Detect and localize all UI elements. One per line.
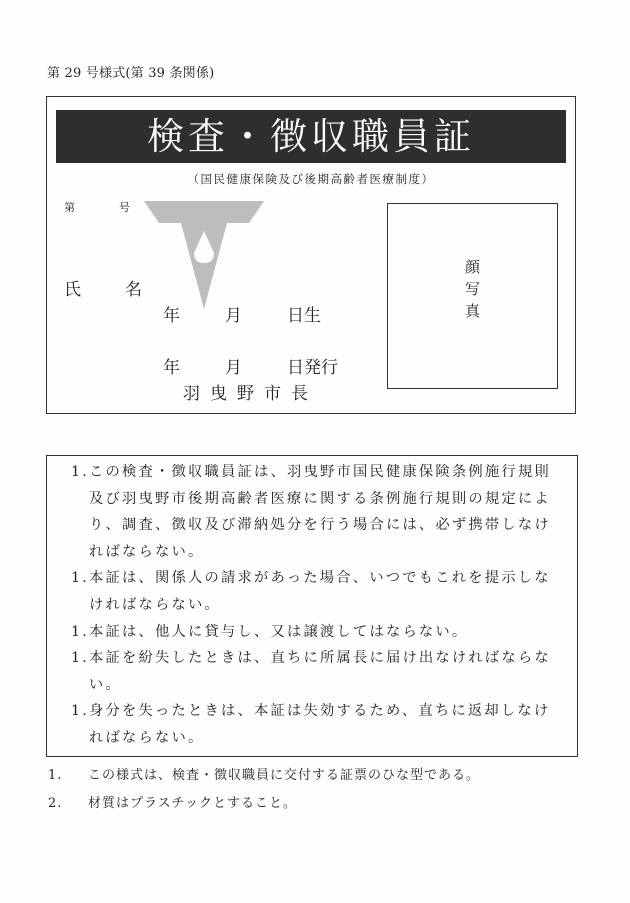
name-label-2: 名 [125, 280, 142, 300]
rule-item [71, 698, 561, 751]
rule-text: 本証を紛失したときは、直ちに所属長に届け出なければならない。 [89, 650, 551, 693]
rule-number: 1. [71, 703, 90, 720]
issue-month: 月 [225, 358, 242, 378]
id-card-front [46, 96, 576, 414]
rules-list [71, 459, 561, 752]
city-emblem-icon [139, 201, 269, 321]
photo-label-1: 顔 [464, 258, 480, 276]
note-text: 材質はプラスチックとすること。 [88, 795, 297, 811]
rule-number: 1. [71, 650, 90, 667]
rule-item [71, 565, 561, 618]
card-title: 検査・徴収職員証 [56, 110, 566, 163]
birth-day: 日生 [287, 306, 321, 326]
photo-label [388, 256, 557, 322]
issue-day: 日発行 [287, 358, 338, 378]
note-text: この様式は、検査・徴収職員に交付する証票のひな型である。 [88, 768, 481, 783]
id-card-back [46, 455, 578, 757]
rule-text: 本証は、関係人の請求があった場合、いつでもこれを提示しなければならない。 [89, 570, 551, 613]
form-label: 第 29 号様式(第 39 条関係) [47, 66, 215, 81]
rule-item [71, 645, 561, 698]
note-number: 1. [48, 768, 63, 783]
note-number: 2. [48, 795, 63, 811]
number-label-prefix: 第 [64, 201, 75, 214]
number-label-suffix: 号 [119, 201, 130, 214]
rule-text: この検査・徴収職員証は、羽曳野市国民健康保険条例施行規則及び羽曳野市後期高齢者医療に関する条例施行規則の規定により、調査、徴収及び滞納処分を行う場合には、必ず携帯しなければならない。 [89, 464, 551, 560]
photo-box [387, 203, 558, 389]
photo-label-3: 真 [464, 302, 480, 320]
note-item [48, 762, 480, 790]
name-label [64, 275, 142, 300]
birth-month: 月 [225, 306, 242, 326]
issue-year: 年 [163, 358, 180, 378]
rule-number: 1. [71, 623, 90, 640]
rule-item [71, 459, 561, 565]
note-item [48, 790, 480, 818]
rule-text: 身分を失ったときは、本証は失効するため、直ちに返却しなければならない。 [89, 703, 551, 746]
issuer-mayor: 羽曳野市長 [183, 384, 318, 404]
rule-text: 本証は、他人に貸与し、又は譲渡してはならない。 [89, 623, 469, 640]
number-label [64, 199, 130, 215]
card-subtitle: （国民健康保険及び後期高齢者医療制度） [187, 172, 435, 186]
photo-label-2: 写 [464, 280, 480, 298]
notes-list [48, 762, 480, 817]
rule-item [71, 619, 561, 646]
rule-number: 1. [71, 570, 90, 587]
birth-year: 年 [163, 306, 180, 326]
name-label-1: 氏 [64, 280, 81, 300]
rule-number: 1. [71, 464, 90, 480]
